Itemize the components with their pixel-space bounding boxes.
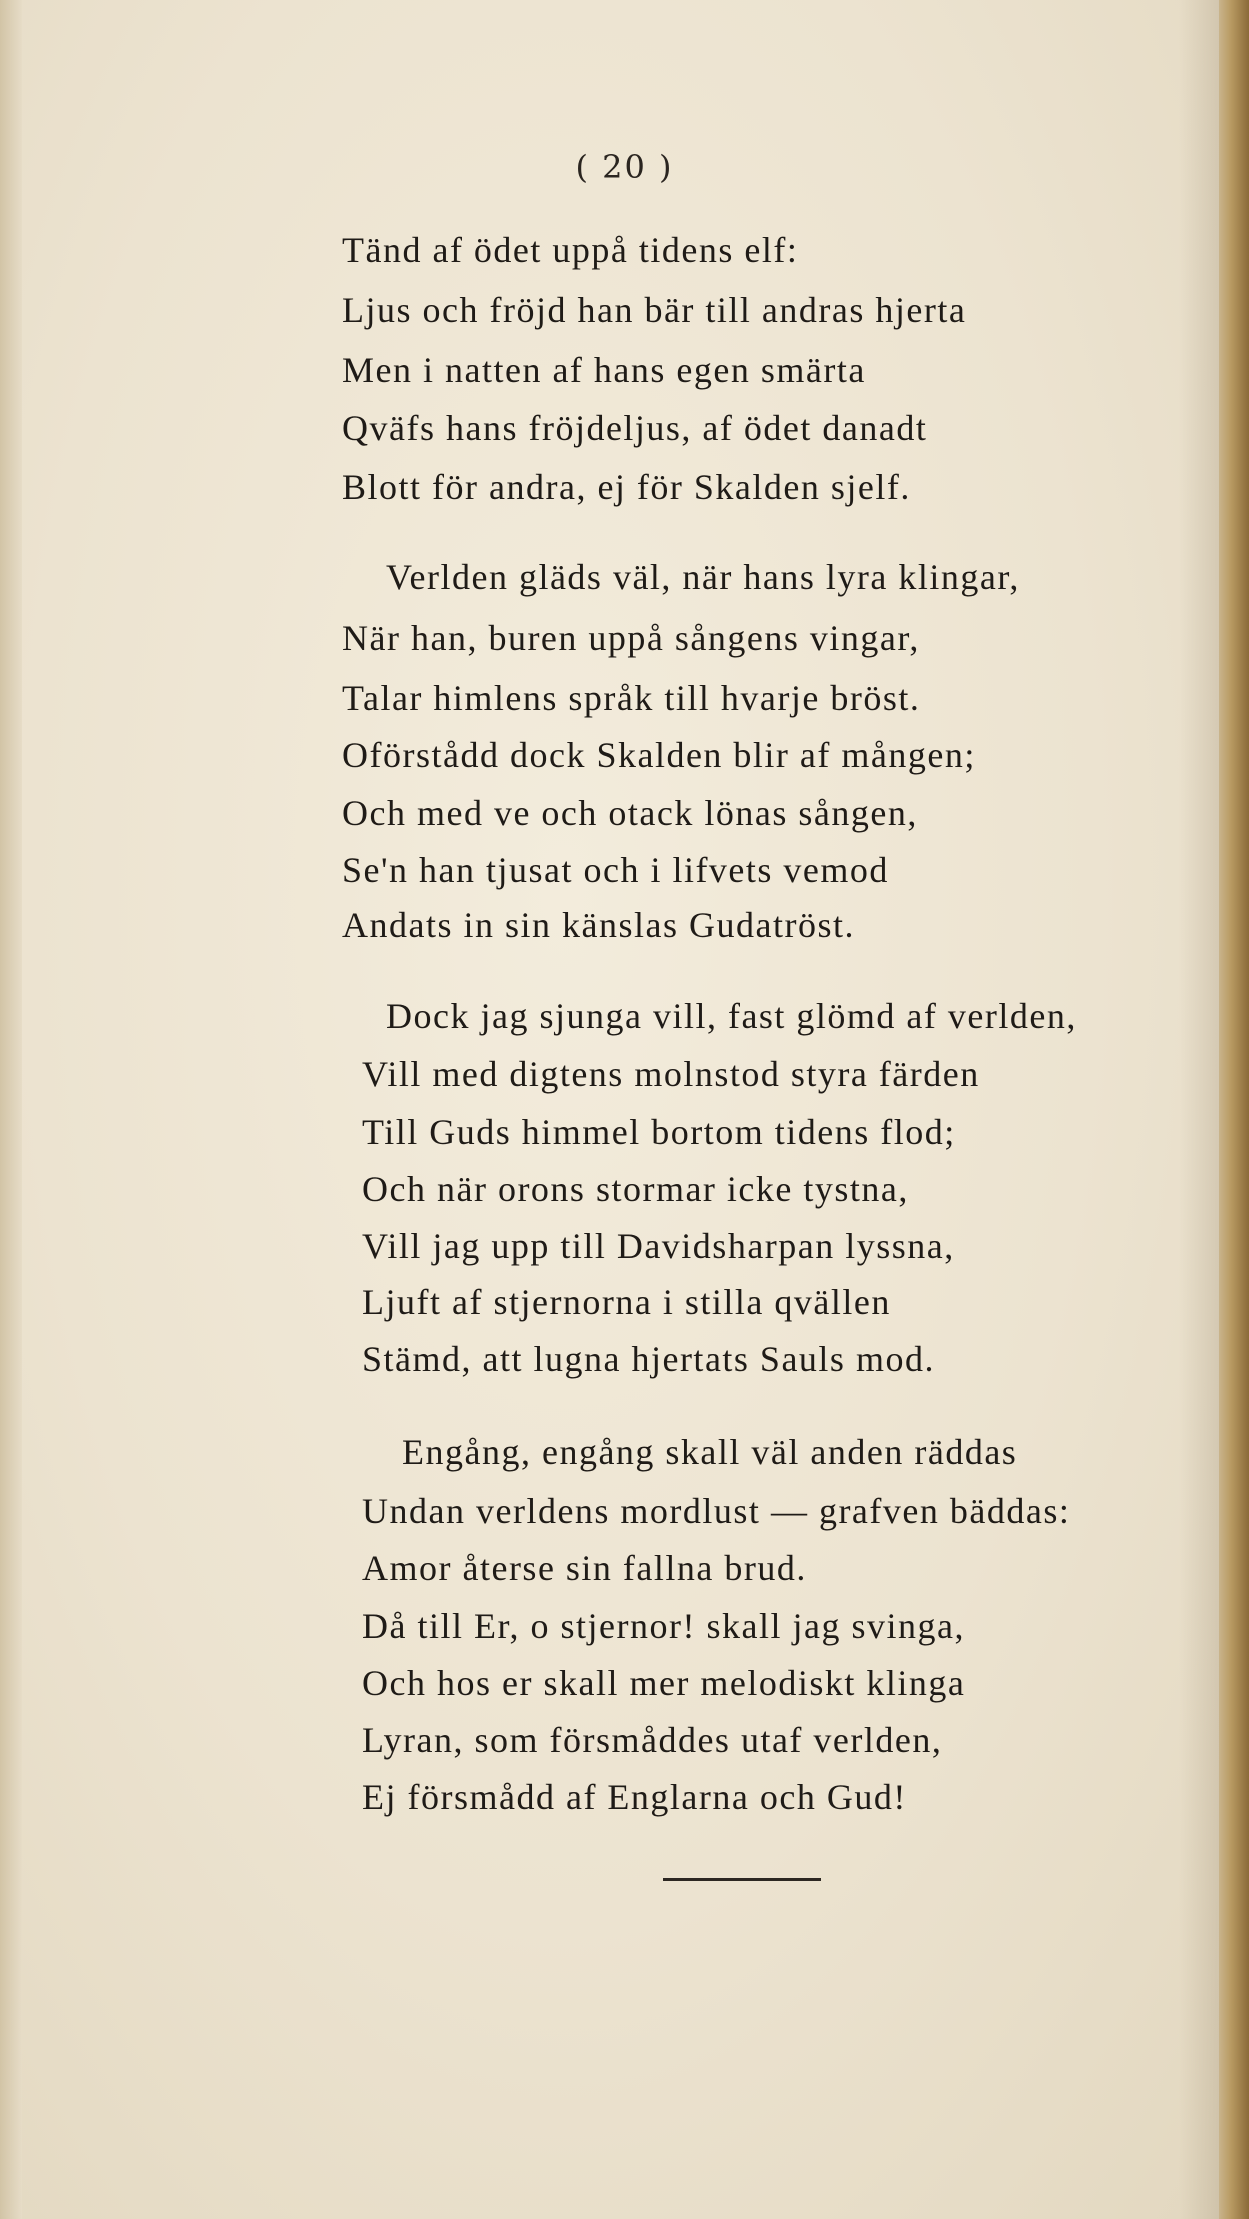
stanza-4-line-6: Lyran, som försmåddes utaf verlden, (362, 1720, 943, 1760)
page-gutter-shadow (1179, 0, 1219, 2219)
stanza-3-line-1: Dock jag sjunga vill, fast glömd af verlden, (386, 996, 1077, 1036)
stanza-2-line-2: När han, buren uppå sångens vingar, (342, 618, 920, 658)
stanza-3-line-4: Och när orons stormar icke tystna, (362, 1169, 909, 1209)
stanza-4-line-1: Engång, engång skall väl anden räddas (402, 1432, 1018, 1472)
stanza-2-line-4: Oförstådd dock Skalden blir af mången; (342, 735, 976, 775)
stanza-2-line-7: Andats in sin känslas Gudatröst. (342, 905, 855, 945)
page-left-margin (0, 0, 22, 2219)
page-edge (1219, 0, 1249, 2219)
stanza-2-line-6: Se'n han tjusat och i lifvets vemod (342, 850, 889, 890)
stanza-1-line-3: Men i natten af hans egen smärta (342, 350, 866, 390)
stanza-1-line-4: Qväfs hans fröjdeljus, af ödet danadt (342, 408, 928, 448)
stanza-3-line-7: Stämd, att lugna hjertats Sauls mod. (362, 1339, 935, 1379)
closing-rule (663, 1878, 821, 1881)
stanza-3-line-5: Vill jag upp till Davidsharpan lyssna, (362, 1226, 955, 1266)
stanza-4-line-5: Och hos er skall mer melodiskt klinga (362, 1663, 966, 1703)
stanza-3-line-2: Vill med digtens molnstod styra färden (362, 1054, 980, 1094)
page-number: ( 20 ) (575, 148, 674, 186)
stanza-2-line-1: Verlden gläds väl, när hans lyra klingar, (386, 557, 1020, 597)
stanza-3-line-3: Till Guds himmel bortom tidens flod; (362, 1112, 956, 1152)
stanza-4-line-3: Amor återse sin fallna brud. (362, 1548, 807, 1588)
stanza-4-line-4: Då till Er, o stjernor! skall jag svinga, (362, 1606, 965, 1646)
stanza-1-line-5: Blott för andra, ej för Skalden sjelf. (342, 467, 911, 507)
stanza-2-line-3: Talar himlens språk till hvarje bröst. (342, 678, 921, 718)
stanza-4-line-2: Undan verldens mordlust — grafven bäddas: (362, 1491, 1071, 1531)
stanza-4-line-7: Ej försmådd af Englarna och Gud! (362, 1777, 907, 1817)
stanza-2-line-5: Och med ve och otack lönas sången, (342, 793, 918, 833)
stanza-3-line-6: Ljuft af stjernorna i stilla qvällen (362, 1282, 891, 1322)
stanza-1-line-2: Ljus och fröjd han bär till andras hjerta (342, 290, 967, 330)
stanza-1-line-1: Tänd af ödet uppå tidens elf: (342, 230, 799, 270)
